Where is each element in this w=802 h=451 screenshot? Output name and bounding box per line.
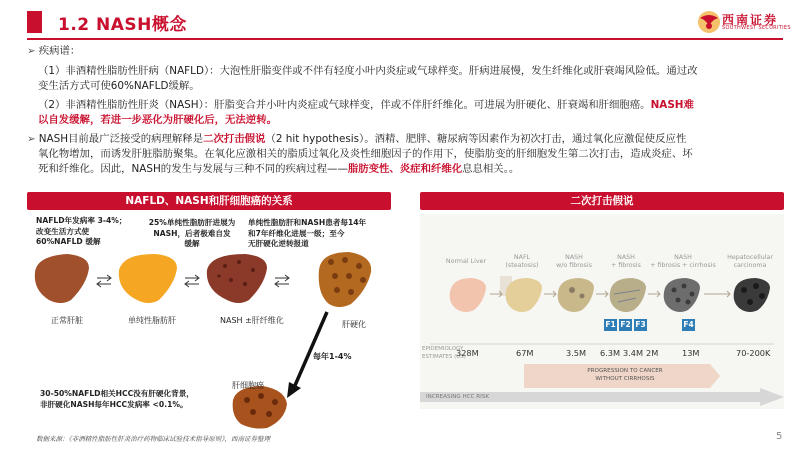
- page-title: 1.2 NASH概念: [58, 15, 187, 35]
- fibrosis-stage-f1: F1: [605, 320, 616, 329]
- note-nafld-incidence: NAFLD年发病率 3-4%； 改变生活方式使 60%NAFLD 缓解: [36, 216, 127, 246]
- increasing-hcc-risk: INCREASING HCC RISK: [426, 394, 490, 400]
- reversible-arrow-icon: [275, 275, 289, 287]
- reversible-arrow-icon: [185, 275, 199, 287]
- cirrhosis-liver-icon: [664, 278, 700, 312]
- stage-nash-fibrosis: NASH + fibrosis: [611, 254, 641, 269]
- para-two-hit-line1: ➢ NASH目前最广泛接受的病理解释是二次打击假说（2 hit hypothesis）。酒精、肥胖、糖尿病等因素作为初次打击，通过氧化应激促使反应性: [27, 133, 687, 145]
- para-nash-line1: （2）非酒精性脂肪性肝炎（NASH）：肝脂变合并小叶内炎症或气球样变，伴或不伴肝纤维化。可进展为肝硬化、肝衰竭和肝细胞癌。NASH难: [38, 99, 694, 111]
- epidemiology-label: EPIDEMIOLOGY ESTIMATES (US): [422, 346, 466, 360]
- para-nafld-line2: 变生活方式可使60%NAFLD缓解。: [38, 80, 200, 92]
- fibrosis-stage-f3: F3: [635, 320, 646, 329]
- progression-without-cirrhosis: PROGRESSION TO CANCER WITHOUT CIRRHOSIS: [587, 368, 663, 382]
- fibrosis-stage-f2: F2: [620, 320, 631, 329]
- label-hcc: 肝细胞癌: [232, 381, 264, 390]
- label-annual-rate: 每年1-4%: [313, 352, 352, 361]
- logo-subtext: SOUTHWEST SECURITIES: [722, 25, 791, 31]
- reversible-arrow-icon: [97, 275, 111, 287]
- para-nash-line2: 以自发缓解，若进一步恶化为肝硬化后，无法逆转。: [38, 114, 277, 126]
- logo-text: 西南证券: [722, 13, 779, 27]
- label-cirrhosis: 肝硬化: [342, 320, 366, 329]
- nash-liver-icon: [558, 278, 594, 312]
- bullet-disease-spectrum: ➢ 疾病谱：: [27, 45, 81, 57]
- fatty-liver-icon: [119, 254, 177, 303]
- estimate-f1: 6.3M: [600, 348, 621, 358]
- estimate-normal: 328M: [456, 348, 479, 358]
- right-section-banner: 二次打击假说: [420, 192, 784, 210]
- para-nafld-line1: （1）非酒精性脂肪性肝病（NAFLD）：大泡性肝脂变伴或不伴有轻度小叶内炎症或气球样变。肝病进展慢，发生纤维化或肝衰竭风险低。通过改: [38, 65, 698, 77]
- label-fatty-liver: 单纯性脂肪肝: [128, 316, 176, 325]
- estimate-f4: 13M: [682, 348, 700, 358]
- estimate-f3: 2M: [646, 348, 659, 358]
- estimate-f2: 3.4M: [623, 348, 644, 358]
- note-hcc-without-cirrhosis: 30-50%NAFLD相关HCC没有肝硬化背景， 非肝硬化NASH每年HCC发病率 <0.1%。: [40, 389, 194, 409]
- stage-nash-no-fibrosis: NASH w/o fibrosis: [556, 254, 592, 269]
- header-accent-square: [27, 11, 42, 33]
- stage-nafl: NAFL (steatosis): [505, 254, 539, 269]
- fibrosis-stage-f4: F4: [683, 320, 694, 329]
- progression-arrow-icon: [293, 312, 327, 390]
- left-section-banner: NAFLD、NASH和肝细胞癌的关系: [27, 192, 391, 210]
- normal-liver-icon: [35, 254, 89, 303]
- source-note: 数据来源：《非酒精性脂肪性肝炎治疗药物临床试验技术指导原则》，西南证券整理: [36, 435, 270, 443]
- para-two-hit-line3: 死和纤维化。因此，NASH的发生与发展与三种不同的疾病过程——脂肪变性、炎症和纤维化息息相关。。: [38, 163, 520, 175]
- stage-nash-cirrhosis: NASH + fibrosis + cirrhosis: [650, 254, 716, 269]
- nash-liver-icon: [207, 254, 267, 303]
- label-nash-fibrosis: NASH ±肝纤维化: [220, 316, 284, 325]
- para-two-hit-line2: 氧化物增加，而诱发肝脏脂肪聚集。在氧化应激相关的脂质过氧化及炎性细胞因子的作用下，使脂肪变的肝细胞发生第二次打击，造成炎症、坏: [38, 148, 693, 160]
- hcc-liver-icon: [233, 386, 287, 429]
- stage-hcc: Hepatocellular carcinoma: [727, 254, 773, 269]
- fibrosis-liver-icon: [610, 278, 646, 312]
- stage-normal-liver: Normal Liver: [445, 258, 487, 265]
- page-number: 5: [776, 431, 783, 442]
- estimate-hcc: 70-200K: [736, 348, 771, 358]
- nafl-liver-icon: [506, 278, 542, 312]
- normal-liver-icon: [450, 278, 486, 312]
- estimate-nash-no-fibrosis: 3.5M: [566, 348, 587, 358]
- two-hit-figure: [420, 214, 784, 409]
- note-fatty-progression: 25%单纯性脂肪肝进展为 NASH，后者极难自发 缓解: [148, 218, 236, 248]
- arrow-icon: ➢: [27, 133, 36, 145]
- header-divider: [27, 38, 783, 40]
- label-normal-liver: 正常肝脏: [51, 316, 83, 325]
- arrow-icon: ➢: [27, 45, 36, 57]
- estimate-nafl: 67M: [516, 348, 534, 358]
- note-fibrosis-progression: 单纯性脂肪肝和NASH患者每14年 和7年纤维化进展一级；至今 无肝硬化逆转报道: [248, 218, 367, 248]
